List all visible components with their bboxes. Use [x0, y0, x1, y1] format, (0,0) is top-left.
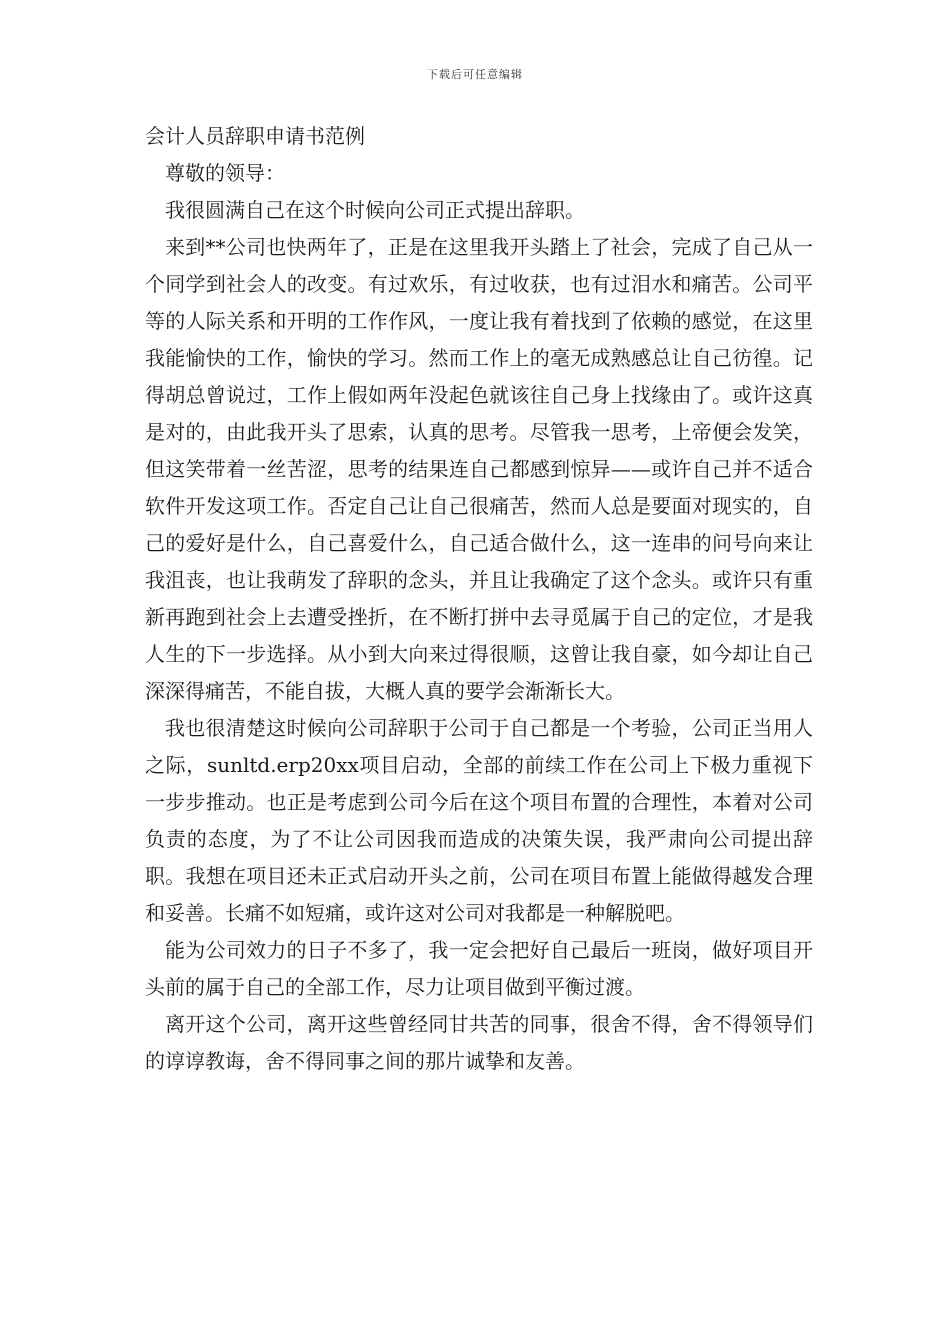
paragraph-reflection: 来到**公司也快两年了，正是在这里我开头踏上了社会，完成了自己从一个同学到社会人的改变。有过欢乐，有过收获，也有过泪水和痛苦。公司平等的人际关系和开明的工作作风，一度让我有着找到了依赖的感觉，在这里我能愉快的工作，愉快的学习。然而工作上的毫无成熟感总让自己彷徨。记得胡总曾说过，工作上假如两年没起色就该往自己身上找缘由了。或许这真是对的，由此我开头了思索，认真的思考。尽管我一思考，上帝便会发笑，但这笑带着一丝苦涩，思考的结果连自己都感到惊异——或许自己并不适合软件开发这项工作。否定自己让自己很痛苦，然而人总是要面对现实的，自己的爱好是什么，自己喜爱什么，自己适合做什么，这一连串的问号向来让我沮丧，也让我萌发了辞职的念头，并且让我确定了这个念头。或许只有重新再跑到社会上去遭受挫折，在不断打拼中去寻觅属于自己的定位，才是我人生的下一步选择。从小到大向来过得很顺，这曾让我自豪，如今却让自己深深得痛苦，不能自拔，大概人真的要学会渐渐长大。 [145, 235, 813, 703]
paragraph-commitment: 能为公司效力的日子不多了，我一定会把好自己最后一班岗，做好项目开头前的属于自己的全部工作，尽力让项目做到平衡过渡。 [145, 938, 813, 999]
document-title: 会计人员辞职申请书范例 [145, 124, 365, 148]
header-note: 下载后可任意编辑 [427, 68, 523, 81]
paragraph-project-context: 我也很清楚这时候向公司辞职于公司于自己都是一个考验，公司正当用人之际，sunltd.erp20xx项目启动，全部的前续工作在公司上下极力重视下一步步推动。也正是考虑到公司今后在这个项目布置的合理性，本着对公司负责的态度，为了不让公司因我而造成的决策失误，我严肃向公司提出辞职。我想在项目还未正式启动开头之前，公司在项目布置上能做得越发合理和妥善。长痛不如短痛，或许这对公司对我都是一种解脱吧。 [145, 716, 813, 925]
document-body [145, 118, 813, 1080]
greeting: 尊敬的领导： [165, 161, 285, 185]
paragraph-resignation-statement: 我很圆满自己在这个时候向公司正式提出辞职。 [165, 198, 585, 222]
paragraph-farewell: 离开这个公司，离开这些曾经同甘共苦的同事，很舍不得，舍不得领导们的谆谆教诲，舍不得同事之间的那片诚挚和友善。 [145, 1012, 813, 1073]
